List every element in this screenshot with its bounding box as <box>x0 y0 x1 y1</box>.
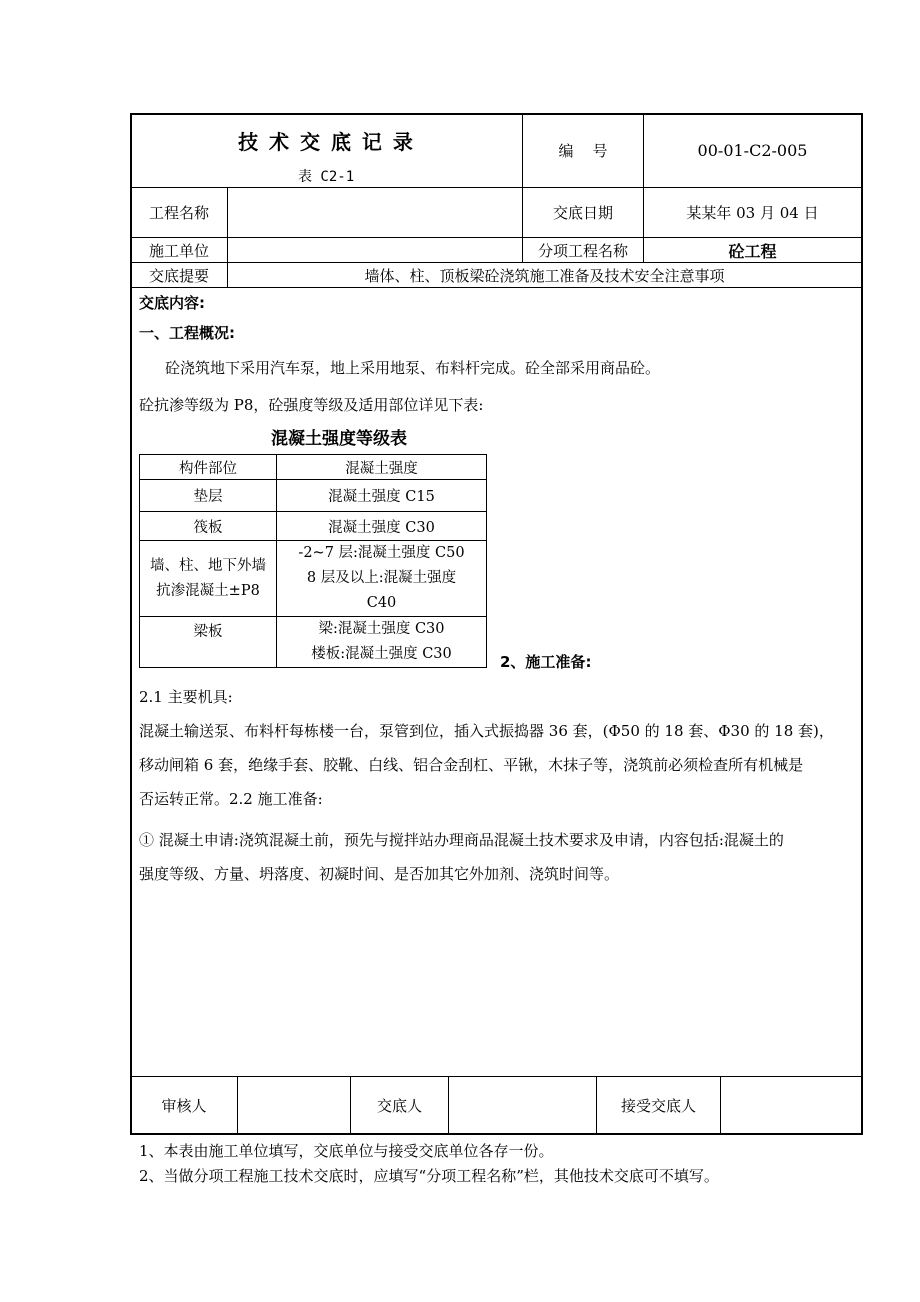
section1-title: 一、工程概况: <box>139 324 235 342</box>
discloser-value[interactable] <box>449 1077 596 1133</box>
date-value: 某某年 03 月 04 日 <box>686 204 819 222</box>
table-row-strength: 梁:混凝土强度 C30 楼板:混凝土强度 C30 <box>277 617 487 668</box>
section2-title: 2、施工准备: <box>500 653 592 671</box>
table-row-strength: 混凝土强度 C30 <box>277 512 487 541</box>
table-row-part: 垫层 <box>140 480 277 512</box>
unit-label: 施工单位 <box>148 241 209 260</box>
table-row-strength: 混凝土强度 C15 <box>277 480 487 512</box>
concrete-request-para: ① 混凝土申请:浇筑混凝土前，预先与搅拌站办理商品混凝土技术要求及申请，内容包括:混凝土的 强度等级、方量、坍落度、初凝时间、是否加其它外加剂、浇筑时间等。 <box>139 831 784 883</box>
reviewer-value[interactable] <box>238 1077 350 1133</box>
project-name-label: 工程名称 <box>148 204 209 222</box>
table-header-strength: 混凝土强度 <box>277 455 487 480</box>
unit-value <box>228 238 522 262</box>
table-row-part: 墙、柱、地下外墙 抗渗混凝土±P8 <box>140 541 277 617</box>
table-row-part: 梁板 <box>140 617 277 668</box>
number-label: 编 号 <box>558 142 608 160</box>
reviewer-label: 审核人 <box>161 1096 207 1115</box>
overview-para: 砼浇筑地下采用汽车泵，地上采用地泵、布料杆完成。砼全部采用商品砼。 <box>165 359 661 377</box>
note-1: 1、本表由施工单位填写，交底单位与接受交底单位各存一份。 <box>139 1142 554 1160</box>
equipment-para: 混凝土输送泵、布料杆每栋楼一台，泵管到位，插入式振捣器 36 套，(Φ50 的 18 套、Φ30 的 18 套)， 移动闸箱 6 套，绝缘手套、胶靴、白线、铝合金刮杠、平锹，木抹子等，浇筑前必须检查所有机械是 否运转正常。2.2 施工准备: <box>139 722 834 808</box>
note-2: 2、当做分项工程施工技术交底时，应填写“分项工程名称”栏，其他技术交底可不填写。 <box>139 1167 719 1185</box>
rule-row3-bottom <box>131 287 862 288</box>
date-label: 交底日期 <box>552 204 613 222</box>
strength-table <box>139 454 487 668</box>
summary-value: 墙体、柱、顶板梁砼浇筑施工准备及技术安全注意事项 <box>364 266 725 285</box>
project-name-value <box>228 188 522 237</box>
frame-bottom <box>130 1133 863 1135</box>
number-value: 00-01-C2-005 <box>697 141 808 160</box>
table-row-part: 筏板 <box>140 512 277 541</box>
frame-right <box>861 113 863 1135</box>
strength-table-title: 混凝土强度等级表 <box>271 429 407 449</box>
table-header-part: 构件部位 <box>140 455 277 480</box>
content-heading: 交底内容: <box>139 294 205 312</box>
form-title: 技 术 交 底 记 录 <box>238 130 415 154</box>
receiver-value[interactable] <box>721 1077 861 1133</box>
sub-project-label: 分项工程名称 <box>537 241 628 260</box>
table-row-strength: -2~7 层:混凝土强度 C50 8 层及以上:混凝土强度 C40 <box>277 541 487 617</box>
form-number: 表 C2-1 <box>298 169 355 185</box>
sub-project-value: 砼工程 <box>728 241 777 261</box>
discloser-label: 交底人 <box>376 1096 422 1115</box>
grade-para: 砼抗渗等级为 P8，砼强度等级及适用部位详见下表: <box>139 396 484 414</box>
summary-label: 交底提要 <box>148 266 209 285</box>
receiver-label: 接受交底人 <box>620 1096 696 1115</box>
sub21-title: 2.1 主要机具: <box>139 688 233 706</box>
